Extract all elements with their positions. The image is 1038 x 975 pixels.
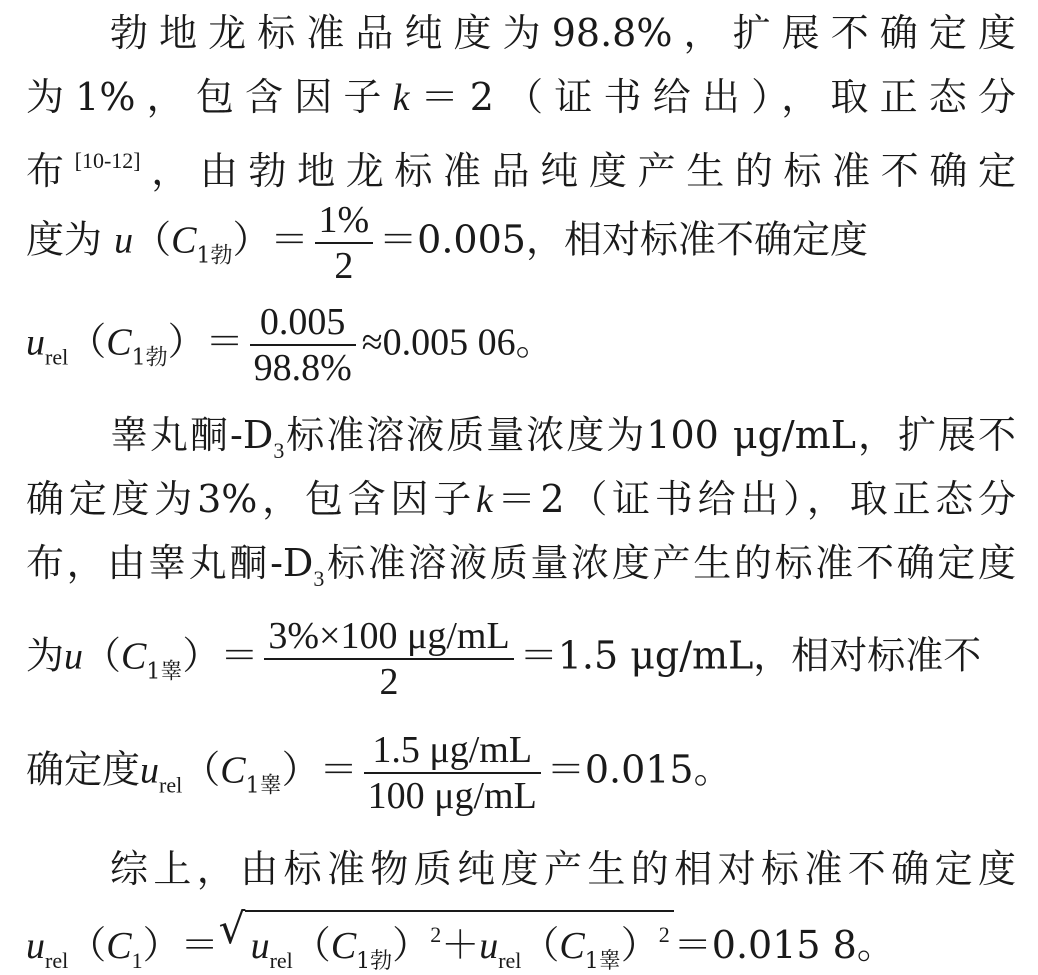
p3-text: ＝0.015 8。 bbox=[673, 923, 895, 967]
radicand bbox=[245, 910, 674, 975]
paren: （ bbox=[68, 319, 107, 364]
p2-line-1 bbox=[110, 412, 1016, 474]
p3-equation bbox=[26, 904, 895, 975]
fraction bbox=[364, 728, 541, 818]
p1-line-2 bbox=[26, 74, 1016, 121]
p1-equation-1 bbox=[26, 198, 1016, 288]
variable-k: k bbox=[392, 77, 410, 119]
p1-text: ＝0.005，相对标准不确定度 bbox=[379, 217, 868, 262]
numerator: 1.5 μg/mL bbox=[364, 728, 541, 774]
plus-sign: ＋ bbox=[441, 923, 480, 967]
variable-u: u bbox=[250, 925, 270, 967]
subscript-rel: rel bbox=[269, 948, 293, 973]
subscript: 3 bbox=[273, 438, 285, 463]
paren: （ bbox=[83, 633, 122, 678]
exponent: 2 bbox=[658, 922, 670, 947]
subscript: 1勃 bbox=[196, 243, 233, 269]
p1-text: 度为 bbox=[26, 217, 103, 262]
p1-text: 为1%，包含因子 bbox=[26, 75, 393, 119]
paren: ） bbox=[392, 923, 431, 967]
subscript-rel: rel bbox=[498, 948, 522, 973]
p2-text: 布，由睾丸酮-D bbox=[26, 541, 314, 585]
subscript-rel: rel bbox=[45, 344, 69, 370]
denominator: 98.8% bbox=[253, 347, 352, 389]
fraction bbox=[264, 614, 513, 704]
p1-text: 布 bbox=[26, 149, 75, 193]
variable-c: C bbox=[106, 321, 132, 364]
subscript: 3 bbox=[313, 566, 325, 591]
variable-u: u bbox=[64, 635, 84, 678]
p1-text: ≈0.005 06。 bbox=[361, 321, 554, 364]
subscript: 1睾 bbox=[584, 949, 621, 974]
p2-text: 标准溶液质量浓度产生的标准不确定度 bbox=[324, 541, 1016, 585]
p1-text: ，由勃地龙标准品纯度产生的标准不确定 bbox=[140, 149, 1016, 193]
paren: （ bbox=[292, 923, 331, 967]
numerator: 1% bbox=[315, 198, 374, 244]
variable-u: u bbox=[479, 925, 499, 967]
paren: ）＝ bbox=[281, 747, 358, 792]
paren: （ bbox=[182, 747, 221, 792]
subscript: 1睾 bbox=[146, 659, 183, 685]
subscript: 1勃 bbox=[356, 949, 393, 974]
variable-c: C bbox=[559, 925, 585, 967]
p1-text: ＝2（证书给出），取正态分 bbox=[409, 75, 1016, 119]
variable-u: u bbox=[114, 219, 134, 262]
variable-u: u bbox=[26, 925, 45, 967]
p2-line-2 bbox=[26, 476, 1016, 523]
numerator: 3%×100 μg/mL bbox=[264, 614, 513, 660]
p2-text: 确定度为3%，包含因子 bbox=[26, 477, 476, 521]
variable-c: C bbox=[220, 749, 246, 792]
subscript: 1 bbox=[131, 948, 143, 973]
exponent: 2 bbox=[430, 922, 442, 947]
subscript-rel: rel bbox=[45, 948, 69, 973]
p3-text: 综上，由标准物质纯度产生的相对标准不确定度 bbox=[110, 847, 1016, 891]
variable-c: C bbox=[330, 925, 357, 967]
radical-sign: √ bbox=[218, 904, 246, 953]
paren: ）＝ bbox=[142, 923, 219, 967]
fraction bbox=[250, 300, 356, 390]
variable-c: C bbox=[171, 219, 197, 262]
variable-u: u bbox=[140, 749, 160, 792]
paren: （ bbox=[521, 923, 560, 967]
denominator: 2 bbox=[334, 245, 354, 287]
fraction bbox=[315, 198, 374, 288]
p1-line-3 bbox=[26, 138, 1016, 194]
denominator: 2 bbox=[379, 661, 399, 703]
subscript: 1勃 bbox=[131, 345, 168, 371]
p1-equation-2 bbox=[26, 300, 554, 390]
subscript-rel: rel bbox=[159, 772, 183, 798]
variable-k: k bbox=[475, 479, 493, 521]
p2-text: 为 bbox=[26, 633, 65, 678]
subscript: 1睾 bbox=[245, 773, 282, 799]
p2-equation-2 bbox=[26, 728, 732, 818]
p2-text: 确定度 bbox=[26, 747, 141, 792]
p2-text: 睾丸酮-D bbox=[110, 413, 274, 457]
denominator: 100 μg/mL bbox=[367, 775, 537, 817]
square-root bbox=[218, 904, 674, 975]
paren: （ bbox=[68, 923, 107, 967]
variable-u: u bbox=[26, 321, 45, 364]
numerator: 0.005 bbox=[250, 300, 356, 346]
citation-ref: [10-12] bbox=[74, 148, 141, 173]
paren: ） bbox=[620, 923, 659, 967]
p3-line-1 bbox=[110, 846, 1016, 892]
paren: （ bbox=[133, 217, 172, 262]
paren: ）＝ bbox=[232, 217, 309, 262]
p2-text: ＝1.5 μg/mL，相对标准不 bbox=[519, 633, 982, 678]
p2-text: ＝0.015。 bbox=[546, 747, 732, 792]
p2-text: ＝2（证书给出），取正态分 bbox=[492, 477, 1016, 521]
variable-c: C bbox=[106, 925, 132, 967]
p1-line-1 bbox=[110, 10, 1016, 56]
p2-text: 标准溶液质量浓度为100 μg/mL，扩展不 bbox=[284, 413, 1017, 457]
p2-line-3 bbox=[26, 540, 1016, 602]
p1-text: 勃地龙标准品纯度为98.8%，扩展不确定度 bbox=[110, 11, 1016, 55]
paren: ）＝ bbox=[167, 319, 244, 364]
paren: ）＝ bbox=[182, 633, 259, 678]
p2-equation-1 bbox=[26, 614, 981, 704]
variable-c: C bbox=[121, 635, 147, 678]
